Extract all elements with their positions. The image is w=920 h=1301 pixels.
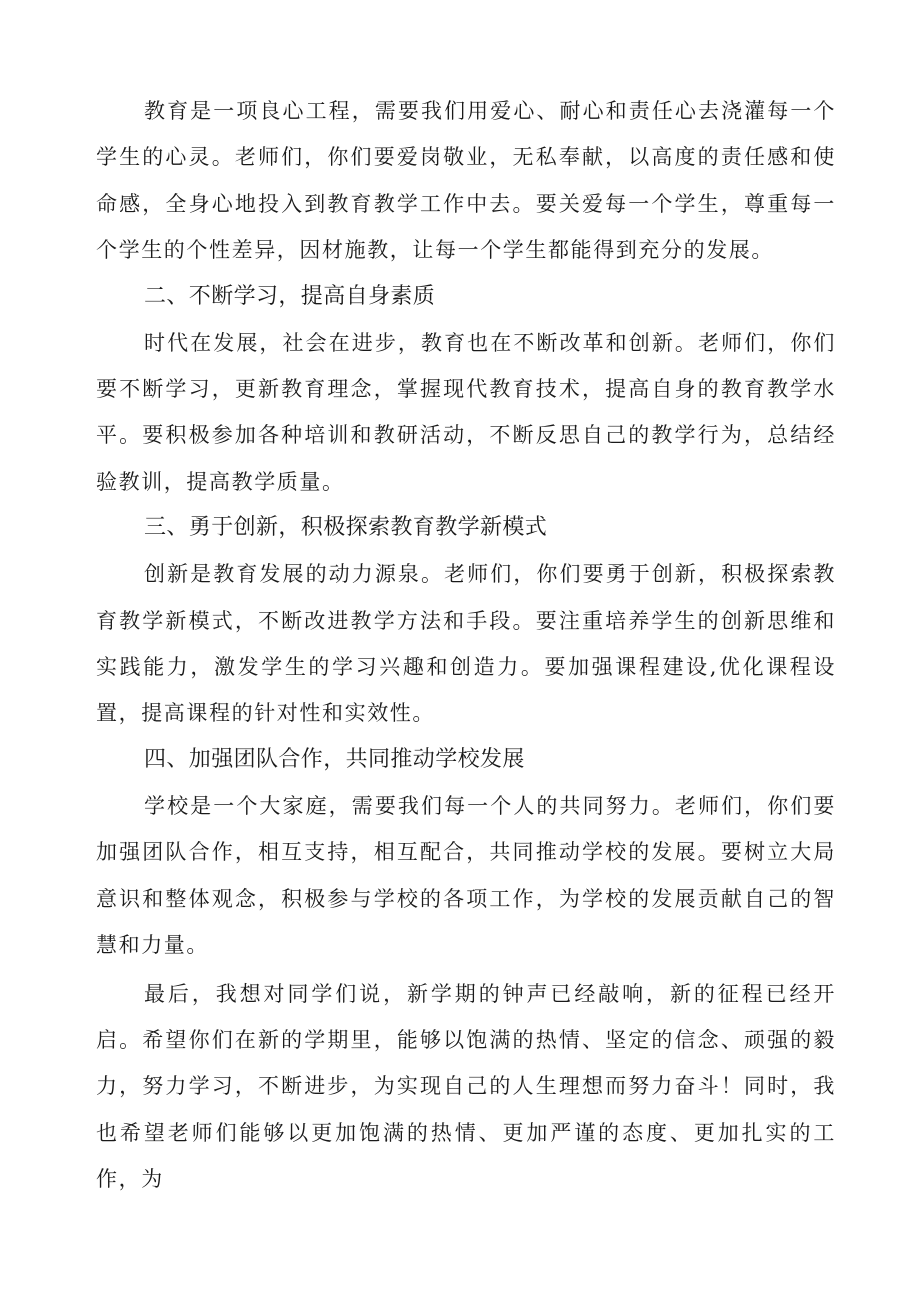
paragraph-closing: 最后，我想对同学们说，新学期的钟声已经敲响，新的征程已经开启。希望你们在新的学期里，能够以饱满的热情、坚定的信念、顽强的毅力，努力学习，不断进步，为实现自己的人生理想而努力奋斗！同时，我也希望老师们能够以更加饱满的热情、更加严谨的态度、更加扎实的工作，为 <box>96 981 836 1192</box>
heading-continuous-learning: 二、不断学习，提高自身素质 <box>144 283 436 309</box>
paragraph-innovation: 创新是教育发展的动力源泉。老师们，你们要勇于创新，积极探索教育教学新模式，不断改进教学方法和手段。要注重培养学生的创新思维和实践能力，激发学生的学习兴趣和创造力。要加强课程建设,优化课程设置，提高课程的针对性和实效性。 <box>96 562 836 726</box>
paragraph-teamwork: 学校是一个大家庭，需要我们每一个人的共同努力。老师们，你们要加强团队合作，相互支持，相互配合，共同推动学校的发展。要树立大局意识和整体观念，积极参与学校的各项工作，为学校的发展贡献自己的智慧和力量。 <box>96 793 836 958</box>
heading-teamwork: 四、加强团队合作，共同推动学校发展 <box>144 746 525 772</box>
document-page <box>96 88 836 1203</box>
paragraph-continuous-learning: 时代在发展，社会在进步，教育也在不断改革和创新。老师们，你们要不断学习，更新教育理念，掌握现代教育技术，提高自身的教育教学水平。要积极参加各种培训和教研活动，不断反思自己的教学行为，总结经验教训，提高教学质量。 <box>96 330 836 494</box>
paragraph-teacher-duty: 教育是一项良心工程，需要我们用爱心、耐心和责任心去浇灌每一个学生的心灵。老师们，你们要爱岗敬业，无私奉献，以高度的责任感和使命感，全身心地投入到教育教学工作中去。要关爱每一个学生，尊重每一个学生的个性差异，因材施教，让每一个学生都能得到充分的发展。 <box>96 99 836 263</box>
heading-innovation: 三、勇于创新，积极探索教育教学新模式 <box>144 515 548 541</box>
